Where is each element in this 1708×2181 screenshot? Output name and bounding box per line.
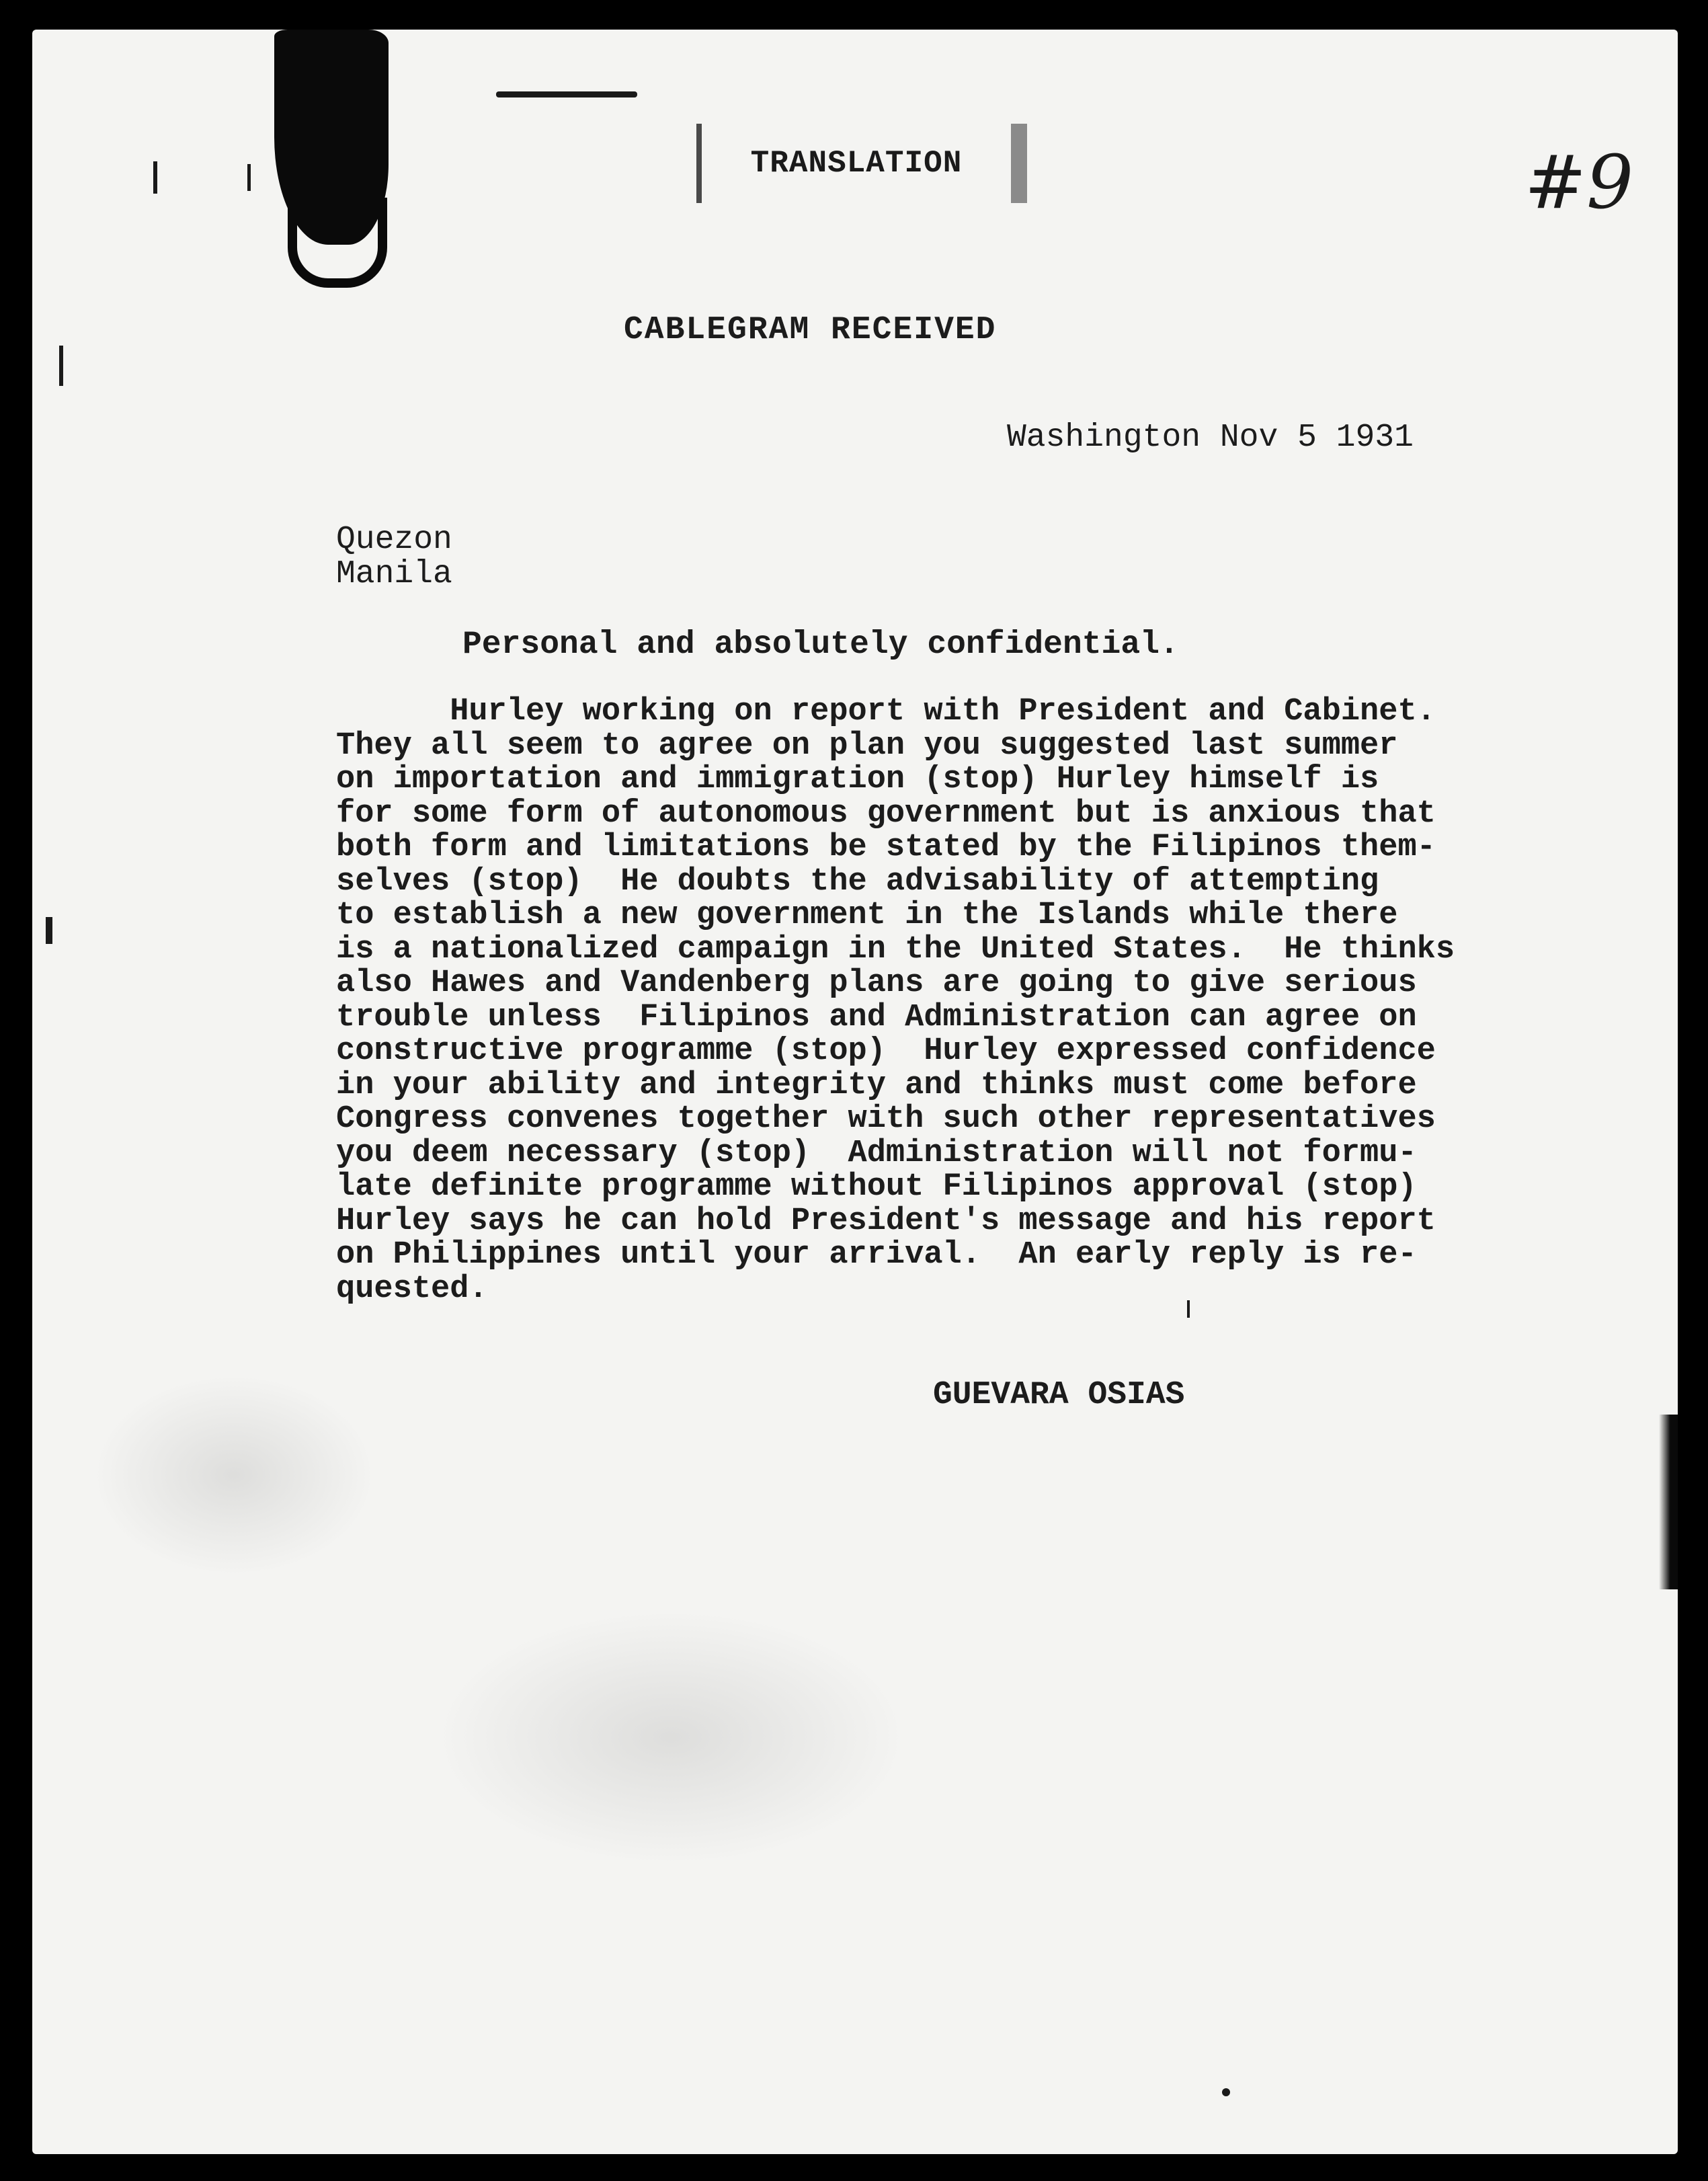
file-number-text: #9: [1524, 139, 1634, 225]
body-line: quested.: [336, 1271, 488, 1307]
ink-speck: [247, 164, 251, 191]
addressee-name: Quezon: [336, 522, 452, 558]
addressee-block: [336, 523, 452, 592]
edge-ink-mark: [1659, 1415, 1678, 1589]
body-line: for some form of autonomous government but is anxious that: [336, 795, 1436, 832]
translation-stamp: [696, 124, 1027, 203]
subject-line: Personal and absolutely confidential.: [462, 627, 1179, 663]
body-line: both form and limitations be stated by the Filipinos them-: [336, 830, 1436, 865]
paper-stain: [93, 1374, 375, 1576]
body-line: Hurley says he can hold President's message and his report: [336, 1203, 1436, 1239]
body-line: to establish a new government in the Islands while there: [336, 898, 1398, 933]
body-line: trouble unless Filipinos and Administration can agree on: [336, 999, 1417, 1035]
ink-speck: [1222, 2088, 1230, 2096]
ink-speck: [1187, 1300, 1190, 1318]
ink-dash-mark: [496, 91, 637, 97]
handwritten-file-number: [1518, 137, 1639, 231]
document-page: [32, 30, 1678, 2154]
body-line: They all seem to agree on plan you suggested last summer: [336, 727, 1398, 764]
body-line: Hurley working on report with President and Cabinet.: [336, 694, 1436, 729]
signature: GUEVARA OSIAS: [933, 1377, 1185, 1413]
body-line: you deem necessary (stop) Administration will not formu-: [336, 1135, 1417, 1171]
message-body: [336, 695, 1600, 1306]
body-line: also Hawes and Vandenberg plans are going to give serious: [336, 965, 1417, 1001]
body-line: is a nationalized campaign in the United States. He thinks: [336, 931, 1455, 967]
dateline: Washington Nov 5 1931: [1007, 420, 1414, 456]
body-line: constructive programme (stop) Hurley expressed confidence: [336, 1033, 1436, 1069]
ink-speck: [46, 917, 52, 944]
ink-speck: [59, 346, 63, 386]
torn-loop-mark: [288, 198, 387, 288]
addressee-city: Manila: [336, 556, 452, 592]
document-heading: CABLEGRAM RECEIVED: [624, 312, 997, 348]
body-line: late definite programme without Filipinos approval (stop): [336, 1169, 1417, 1205]
body-line: in your ability and integrity and thinks must come before: [336, 1067, 1417, 1103]
ink-speck: [153, 161, 157, 194]
body-line: selves (stop) He doubts the advisability of attempting: [336, 863, 1379, 900]
body-line: on importation and immigration (stop) Hurley himself is: [336, 762, 1379, 797]
body-line: on Philippines until your arrival. An early reply is re-: [336, 1237, 1417, 1273]
paper-stain: [436, 1610, 906, 1865]
stamp-label: TRANSLATION: [750, 146, 963, 181]
body-line: Congress convenes together with such other representatives: [336, 1101, 1436, 1137]
